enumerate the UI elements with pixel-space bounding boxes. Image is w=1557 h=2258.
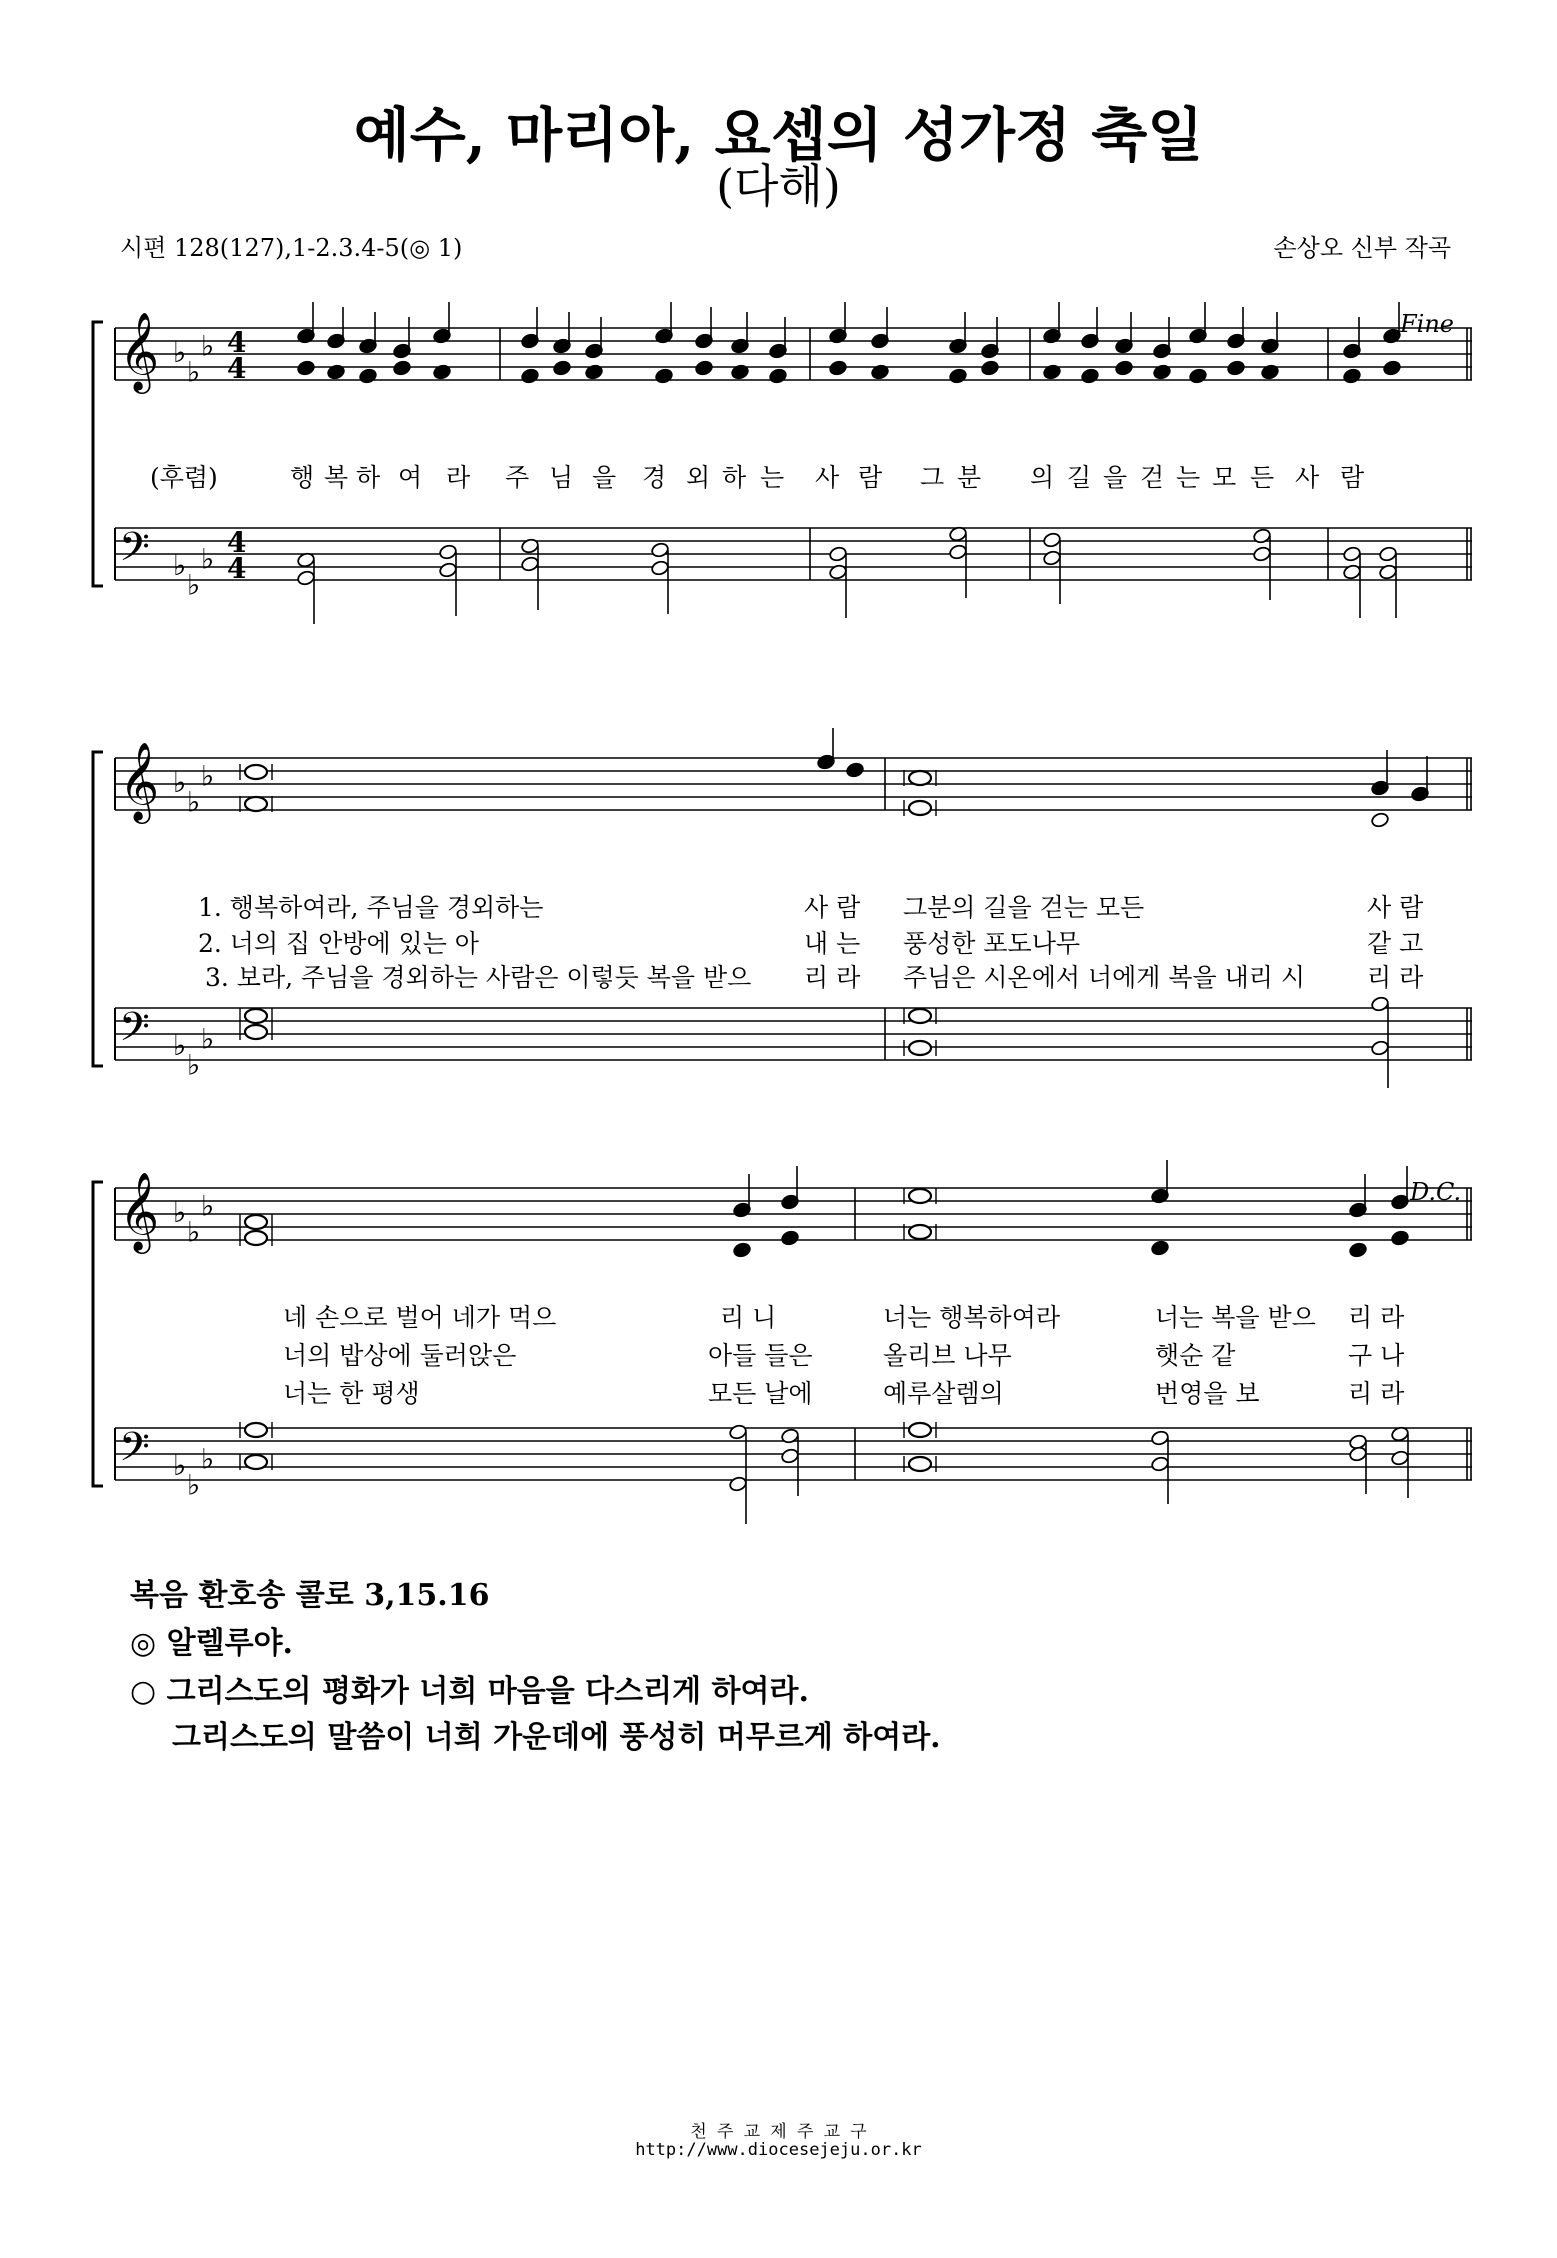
note-head <box>980 360 999 377</box>
note-head <box>438 562 457 579</box>
note-head <box>1342 546 1361 563</box>
note-head <box>728 1424 747 1441</box>
note-head <box>1378 546 1397 563</box>
verse-3-line: 3. 보라, 주님을 경외하는 사람은 이렇듯 복을 받으 <box>205 963 752 992</box>
gospel-alleluia: ◎ 알렐루야. <box>130 1626 293 1661</box>
flat-sign: ♭ <box>201 1189 215 1223</box>
bass-clef: 𝄢 <box>119 524 150 580</box>
gospel-heading: 복음 환호송 콜로 3,15.16 <box>130 1578 490 1613</box>
flat-sign: ♭ <box>173 766 187 799</box>
whole-note <box>909 1189 931 1203</box>
note-head <box>1152 364 1171 381</box>
refrain-syllable: 을 <box>1103 463 1128 492</box>
flat-sign: ♭ <box>187 1048 201 1082</box>
verse-1-line: 사 람 <box>1367 893 1424 922</box>
note-head <box>520 556 539 573</box>
note-head <box>1150 1240 1169 1257</box>
note-head <box>326 364 345 381</box>
note-head <box>1370 1040 1389 1057</box>
flat-sign: ♭ <box>187 785 201 819</box>
note-head <box>780 1230 799 1247</box>
time-signature: 4 <box>227 326 247 359</box>
note-head <box>1114 360 1133 377</box>
footer-url: http://www.diocesejeju.or.kr <box>635 2140 922 2160</box>
note-head <box>584 364 603 381</box>
verse-1-line: 그분의 길을 걷는 모든 <box>903 893 1145 922</box>
note-head <box>1042 532 1061 549</box>
refrain-syllable: 외 <box>686 463 711 492</box>
system-bracket <box>93 322 103 586</box>
flat-sign: ♭ <box>201 759 215 793</box>
flat-sign: ♭ <box>201 542 215 576</box>
refrain-syllable: 을 <box>592 463 617 492</box>
note-head <box>780 1448 799 1465</box>
refrain-syllable: 사 <box>815 463 840 492</box>
refrain-syllable: 걷 <box>1140 463 1165 492</box>
flat-sign: ♭ <box>173 336 187 369</box>
verse-1-line: 너는 복을 받으 <box>1155 1303 1316 1332</box>
note-head <box>730 364 749 381</box>
composer-credit: 손상오 신부 작곡 <box>1273 234 1451 262</box>
verse-1-line: 리 니 <box>720 1303 777 1332</box>
note-head <box>1342 564 1361 581</box>
page-subtitle: (다해) <box>716 159 841 213</box>
refrain-syllable: 경 <box>642 463 667 492</box>
note-head <box>1342 368 1361 385</box>
note-head <box>828 360 847 377</box>
flat-sign: ♭ <box>173 1029 187 1062</box>
note-head <box>650 542 669 559</box>
note-head <box>1260 364 1279 381</box>
refrain-syllable: 람 <box>1340 463 1365 492</box>
verse-2-line: 올리브 나무 <box>883 1341 1012 1370</box>
note-head <box>552 360 571 377</box>
refrain-syllable: 행 <box>290 463 315 492</box>
refrain-syllable: 길 <box>1067 463 1092 492</box>
whole-note <box>909 1009 931 1023</box>
verse-3-line: 예루살렘의 <box>883 1379 1004 1408</box>
refrain-syllable: 라 <box>446 463 471 492</box>
footer-org: 천 주 교 제 주 교 구 <box>690 2122 867 2142</box>
whole-note <box>245 765 267 779</box>
note-head <box>870 364 889 381</box>
note-head <box>1348 1242 1367 1259</box>
note-head <box>432 364 451 381</box>
note-head <box>694 360 713 377</box>
verse-2-line: 풍성한 포도나무 <box>903 929 1080 958</box>
system-bracket <box>93 1182 103 1486</box>
refrain-syllable: 람 <box>858 463 883 492</box>
verse-2-line: 내 는 <box>804 929 861 958</box>
refrain-syllable: 모 <box>1212 463 1237 492</box>
verse-3-line: 리 라 <box>804 963 861 992</box>
note-head <box>438 544 457 561</box>
refrain-syllable: 님 <box>549 463 574 492</box>
note-head <box>1390 1230 1409 1247</box>
whole-note <box>909 1041 931 1055</box>
refrain-syllable: 여 <box>398 463 423 492</box>
refrain-label: (후렴) <box>150 463 218 492</box>
verse-3-line: 너는 한 평생 <box>283 1379 420 1408</box>
psalm-reference: 시편 128(127),1-2.3.4-5(◎ 1) <box>120 234 463 262</box>
bass-clef: 𝄢 <box>119 1424 150 1480</box>
fine-mark: Fine <box>1400 310 1454 338</box>
note-head <box>1382 360 1401 377</box>
note-head <box>392 360 411 377</box>
note-head <box>780 1428 799 1445</box>
note-head <box>1370 996 1389 1013</box>
note-head <box>296 360 315 377</box>
system-bracket <box>93 752 103 1066</box>
verse-2-line: 너의 밥상에 둘러앉은 <box>283 1341 517 1370</box>
whole-note <box>909 771 931 785</box>
verse-2-line: 햇순 같 <box>1155 1341 1236 1370</box>
flat-sign: ♭ <box>173 549 187 582</box>
verse-3-line: 주님은 시온에서 너에게 복을 내리 시 <box>903 963 1305 992</box>
refrain-syllable: 의 <box>1030 463 1055 492</box>
flat-sign: ♭ <box>187 1215 201 1249</box>
time-signature: 4 <box>227 526 247 559</box>
note-head <box>1390 1450 1409 1467</box>
note-head <box>1150 1430 1169 1447</box>
whole-note <box>909 1225 931 1239</box>
whole-note <box>909 801 931 815</box>
page-title: 예수, 마리아, 요셉의 성가정 축일 <box>353 101 1204 169</box>
time-signature: 4 <box>227 552 247 585</box>
note-head <box>296 570 315 587</box>
note-head <box>1252 546 1271 563</box>
refrain-syllable: 복 <box>324 463 349 492</box>
verse-2-line: 아들 들은 <box>708 1341 813 1370</box>
note-head <box>1226 360 1245 377</box>
note-head <box>1252 528 1271 545</box>
verse-3-line: 리 라 <box>1367 963 1424 992</box>
refrain-syllable: 주 <box>505 463 530 492</box>
note-head <box>1348 1446 1367 1463</box>
refrain-syllable: 하 <box>722 463 747 492</box>
refrain-syllable: 분 <box>957 463 982 492</box>
note-head <box>845 762 864 779</box>
note-head <box>1370 812 1389 829</box>
note-head <box>654 368 673 385</box>
treble-clef: 𝄞 <box>119 1172 160 1251</box>
whole-note <box>245 1215 267 1229</box>
flat-sign: ♭ <box>201 1022 215 1056</box>
note-head <box>948 368 967 385</box>
refrain-syllable: 사 <box>1295 463 1320 492</box>
verse-3-line: 번영을 보 <box>1155 1379 1260 1408</box>
dc-mark: D.C. <box>1410 1178 1462 1206</box>
verse-1-line: 1. 행복하여라, 주님을 경외하는 <box>198 893 544 922</box>
note-head <box>520 368 539 385</box>
verse-1-line: 리 라 <box>1348 1303 1405 1332</box>
whole-note <box>245 1009 267 1023</box>
note-head <box>650 560 669 577</box>
verse-1-line: 사 람 <box>804 893 861 922</box>
whole-note <box>245 1455 267 1469</box>
verse-1-line: 너는 행복하여라 <box>883 1303 1060 1332</box>
bass-clef: 𝄢 <box>119 1004 150 1060</box>
verse-2-line: 같 고 <box>1367 929 1424 958</box>
note-head <box>1188 368 1207 385</box>
flat-sign: ♭ <box>187 355 201 389</box>
refrain-syllable: 는 <box>760 463 785 492</box>
gospel-verse-1: ○ 그리스도의 평화가 너희 마음을 다스리게 하여라. <box>130 1674 809 1709</box>
whole-note <box>909 1457 931 1471</box>
verse-3-line: 리 라 <box>1348 1379 1405 1408</box>
whole-note <box>245 1025 267 1039</box>
note-head <box>1150 1456 1169 1473</box>
note-head <box>828 564 847 581</box>
note-head <box>520 538 539 555</box>
whole-note <box>245 1231 267 1245</box>
whole-note <box>909 1423 931 1437</box>
note-head <box>1080 368 1099 385</box>
flat-sign: ♭ <box>173 1449 187 1482</box>
treble-clef: 𝄞 <box>119 742 160 821</box>
verse-1-line: 네 손으로 벌어 네가 먹으 <box>283 1303 557 1332</box>
flat-sign: ♭ <box>187 1468 201 1502</box>
time-signature: 4 <box>227 352 247 385</box>
gospel-verse-2: 그리스도의 말씀이 너희 가운데에 풍성히 머무르게 하여라. <box>172 1720 941 1755</box>
note-head <box>948 544 967 561</box>
note-head <box>768 368 787 385</box>
note-head <box>828 546 847 563</box>
verse-2-line: 구 나 <box>1348 1341 1405 1370</box>
flat-sign: ♭ <box>201 329 215 363</box>
flat-sign: ♭ <box>173 1196 187 1229</box>
flat-sign: ♭ <box>201 1442 215 1476</box>
note-head <box>728 1476 747 1493</box>
flat-sign: ♭ <box>187 568 201 602</box>
whole-note <box>245 1423 267 1437</box>
treble-clef: 𝄞 <box>119 312 160 391</box>
note-head <box>1042 550 1061 567</box>
refrain-syllable: 든 <box>1250 463 1275 492</box>
note-head <box>1042 364 1061 381</box>
verse-3-line: 모든 날에 <box>708 1379 813 1408</box>
note-head <box>1378 564 1397 581</box>
refrain-syllable: 는 <box>1176 463 1201 492</box>
whole-note <box>245 797 267 811</box>
refrain-syllable: 하 <box>356 463 381 492</box>
note-head <box>732 1242 751 1259</box>
note-head <box>358 368 377 385</box>
verse-2-line: 2. 너의 집 안방에 있는 아 <box>198 929 479 958</box>
refrain-syllable: 그 <box>920 463 945 492</box>
